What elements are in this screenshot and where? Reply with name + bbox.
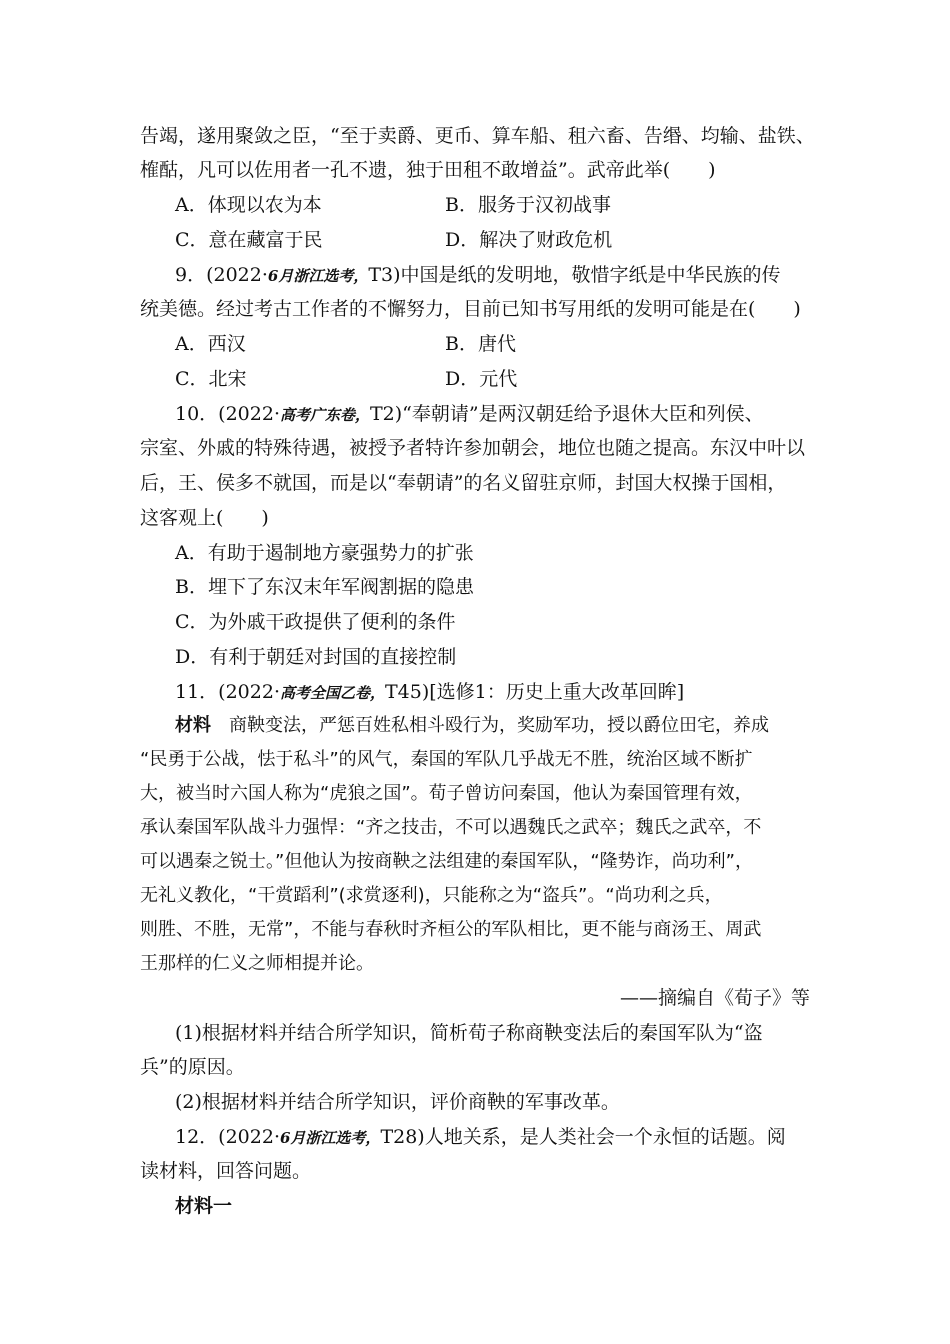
q11-material-label: 材料: [175, 715, 211, 736]
q10-option-a: A．有助于遏制地方豪强势力的扩张: [175, 542, 474, 564]
q11-material-line-3: 大，被当时六国人称为“虎狼之国”。荀子曾访问秦国，他认为秦国管理有效，: [140, 783, 753, 804]
q9-line-2: 统美德。经过考古工作者的不懈努力，目前已知书写用纸的发明可能是在( ): [140, 298, 801, 320]
q9-option-b: B．唐代: [445, 333, 516, 355]
q12-source: 6月浙江选考，: [279, 1129, 381, 1147]
q11-material-line-5: 可以遇秦之锐士。”但他认为按商鞅之法组建的秦国军队，“隆势诈，尚功利”，: [140, 851, 753, 872]
q11-material-text-1: 商鞅变法，严惩百姓私相斗殴行为，奖励军功，授以爵位田宅，养成: [229, 715, 769, 736]
q9-number: 9．(2022·: [175, 264, 268, 286]
q10-option-d: D．有利于朝廷对封国的直接控制: [175, 646, 457, 668]
q11-source: 高考全国乙卷，: [279, 684, 385, 702]
q11-material-line-7: 则胜、不胜，无常”，不能与春秋时齐桓公的军队相比，更不能与商汤王、周武: [140, 919, 762, 940]
q11-material-line-1: [175, 713, 769, 739]
q8-line-1: 告竭，遂用聚敛之臣，“至于卖爵、更币、算车船、租六畜、告缗、均输、盐铁、: [140, 125, 815, 147]
q10-option-b: B．埋下了东汉末年军阀割据的隐患: [175, 576, 474, 598]
q9-option-d: D．元代: [445, 368, 518, 390]
q12-material-1-label: 材料一: [175, 1195, 233, 1217]
q12-text: T28)人地关系，是人类社会一个永恒的话题。阅: [380, 1126, 786, 1148]
q11-number: 11．(2022·: [175, 681, 280, 703]
q12-number: 12．(2022·: [175, 1126, 280, 1148]
q8-option-b: B．服务于汉初战事: [445, 194, 611, 216]
q10-line-4: 这客观上( ): [140, 507, 269, 529]
q11-part-1-line-1: (1)根据材料并结合所学知识，简析荀子称商鞅变法后的秦国军队为“盗: [175, 1022, 763, 1044]
q11-material-line-2: “民勇于公战，怯于私斗”的风气，秦国的军队几乎战无不胜，统治区域不断扩: [140, 749, 753, 770]
q9-text: T3)中国是纸的发明地，敬惜字纸是中华民族的传: [368, 264, 781, 286]
q10-line-2: 宗室、外戚的特殊待遇，被授予者特许参加朝会，地位也随之提高。东汉中叶以: [140, 437, 806, 459]
q10-source: 高考广东卷，: [279, 406, 370, 424]
q10-number: 10．(2022·: [175, 403, 280, 425]
q12-stem: [175, 1124, 786, 1151]
q8-option-a: A．体现以农为本: [175, 194, 322, 216]
q10-line-3: 后，王、侯多不就国，而是以“奉朝请”的名义留驻京师，封国大权操于国相，: [140, 472, 787, 494]
q9-stem: [175, 262, 781, 289]
q9-option-c: C．北宋: [175, 368, 247, 390]
q9-source: 6月浙江选考，: [267, 267, 369, 285]
q11-material-line-4: 承认秦国军队战斗力强悍：“齐之技击，不可以遇魏氏之武卒；魏氏之武卒，不: [140, 817, 762, 838]
q11-part-1-line-2: 兵”的原因。: [140, 1056, 245, 1078]
q11-text: T45)[选修1：历史上重大改革回眸]: [385, 681, 685, 703]
q8-line-2: 榷酤，凡可以佐用者一孔不遗，独于田租不敢增益”。武帝此举( ): [140, 159, 716, 181]
q9-option-a: A．西汉: [175, 333, 246, 355]
q10-text: T2)“奉朝请”是两汉朝廷给予退休大臣和列侯、: [370, 403, 764, 425]
q10-option-c: C．为外戚干政提供了便利的条件: [175, 611, 456, 633]
q11-material-line-8: 王那样的仁义之师相提并论。: [140, 953, 374, 974]
q8-option-c: C．意在藏富于民: [175, 229, 323, 251]
q8-option-d: D．解决了财政危机: [445, 229, 613, 251]
q10-stem: [175, 401, 764, 428]
q11-citation: ——摘编自《荀子》等: [620, 987, 811, 1009]
q11-stem: [175, 679, 684, 706]
q11-material-line-6: 无礼义教化，“干赏蹈利”(求赏逐利)，只能称之为“盗兵”。“尚功利之兵，: [140, 885, 723, 906]
q12-line-2: 读材料，回答问题。: [140, 1160, 312, 1182]
q11-part-2: (2)根据材料并结合所学知识，评价商鞅的军事改革。: [175, 1091, 620, 1113]
